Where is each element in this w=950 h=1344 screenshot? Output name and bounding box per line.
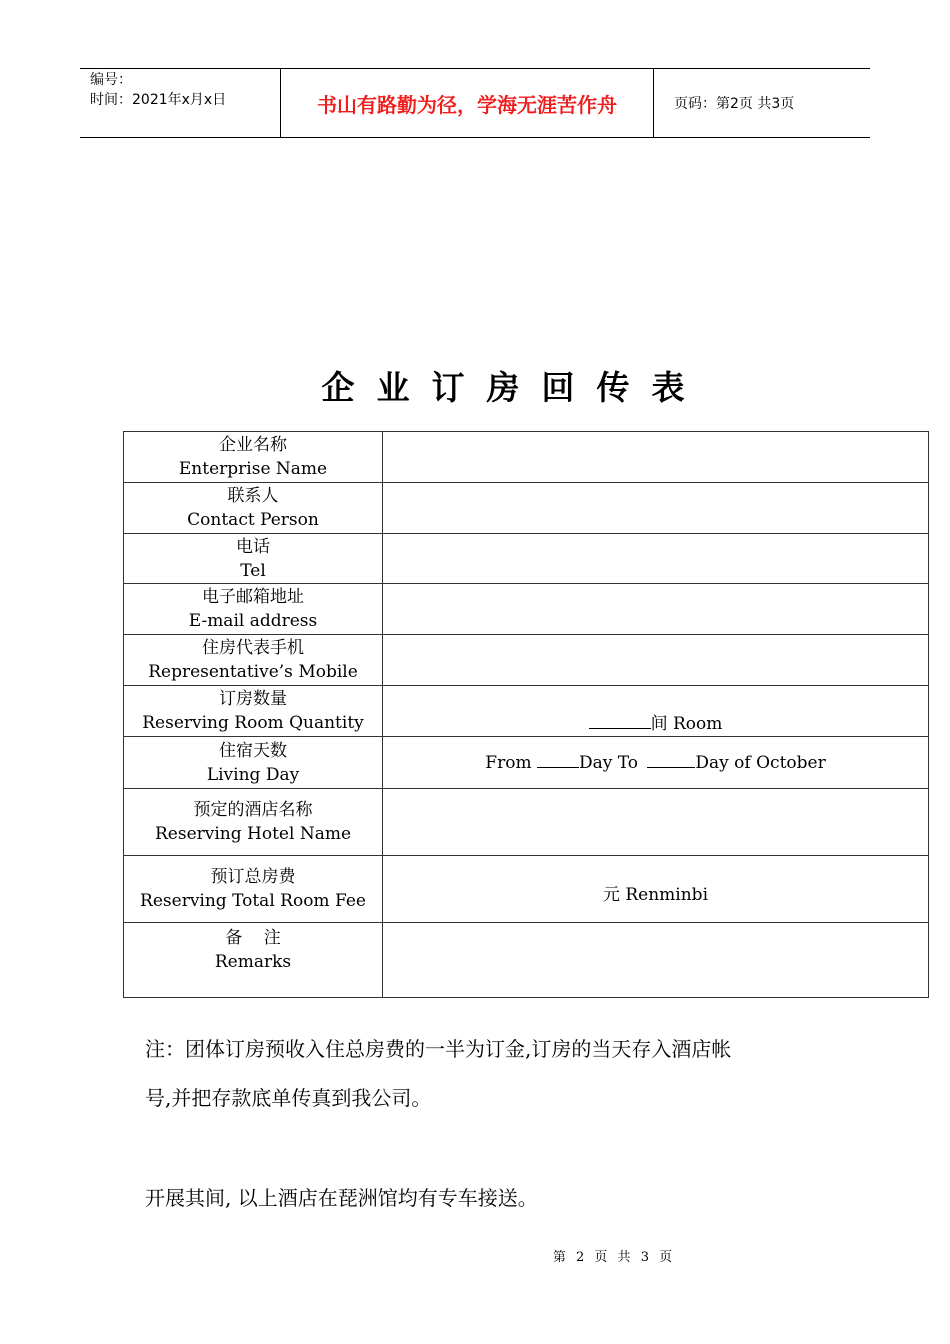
fee-currency: 元 Renminbi bbox=[602, 885, 709, 905]
page-footer bbox=[0, 1246, 950, 1265]
header-page-info bbox=[664, 69, 870, 137]
label-zh: 预定的酒店名称 bbox=[193, 800, 313, 820]
field-contact-person[interactable] bbox=[383, 483, 929, 534]
label-en: Reserving Hotel Name bbox=[154, 824, 352, 844]
note-line-3: 开展其间, 以上酒店在琵洲馆均有专车接送。 bbox=[145, 1186, 538, 1210]
field-email[interactable] bbox=[383, 584, 929, 635]
label-enterprise-name bbox=[124, 432, 383, 483]
note-line-1: 注：团体订房预收入住总房费的一半为订金,订房的当天存入酒店帐 bbox=[145, 1037, 732, 1061]
label-tel bbox=[124, 534, 383, 584]
page-header bbox=[80, 68, 870, 138]
from-day-blank[interactable] bbox=[537, 753, 579, 768]
label-contact-person bbox=[124, 483, 383, 534]
row-email bbox=[124, 584, 929, 635]
label-zh: 电子邮箱地址 bbox=[202, 587, 304, 607]
field-tel[interactable] bbox=[383, 534, 929, 584]
label-en: Tel bbox=[240, 560, 266, 581]
label-zh: 预订总房费 bbox=[210, 867, 296, 887]
field-remarks[interactable] bbox=[383, 923, 929, 998]
label-en: Representative’s Mobile bbox=[148, 662, 358, 682]
row-enterprise-name bbox=[124, 432, 929, 483]
label-zh: 住房代表手机 bbox=[202, 638, 304, 658]
label-en: E-mail address bbox=[188, 611, 318, 631]
field-total-fee[interactable] bbox=[383, 856, 929, 923]
row-tel bbox=[124, 534, 929, 584]
label-email bbox=[124, 584, 383, 635]
label-en: Reserving Total Room Fee bbox=[140, 891, 366, 911]
label-en: Contact Person bbox=[187, 510, 319, 530]
label-en: Enterprise Name bbox=[178, 459, 328, 479]
label-en: Reserving Room Quantity bbox=[142, 713, 364, 733]
label-zh: 备 注 bbox=[225, 928, 281, 948]
row-room-quantity bbox=[124, 686, 929, 737]
field-living-day[interactable] bbox=[383, 737, 929, 789]
day-to-label: Day To bbox=[578, 752, 638, 773]
form-title: 企业订房回传表 bbox=[321, 368, 707, 407]
header-motto: 书山有路勤为径，学海无涯苦作舟 bbox=[281, 69, 654, 137]
row-hotel-name bbox=[124, 789, 929, 856]
label-mobile bbox=[124, 635, 383, 686]
field-enterprise-name[interactable] bbox=[383, 432, 929, 483]
field-room-quantity[interactable] bbox=[383, 686, 929, 737]
from-label: From bbox=[485, 752, 532, 773]
time-label: 时间：2021年x月x日 bbox=[90, 92, 227, 108]
field-mobile[interactable] bbox=[383, 635, 929, 686]
note-line-2: 号,并把存款底单传真到我公司。 bbox=[145, 1086, 432, 1110]
header-meta bbox=[80, 69, 281, 137]
row-total-fee bbox=[124, 856, 929, 923]
room-unit: 间 Room bbox=[650, 714, 723, 734]
to-day-blank[interactable] bbox=[647, 753, 695, 768]
label-zh: 电话 bbox=[236, 536, 270, 557]
label-total-fee bbox=[124, 856, 383, 923]
room-quantity-blank[interactable] bbox=[589, 714, 651, 729]
label-hotel-name bbox=[124, 789, 383, 856]
footer-text: 第 2 页 共 3 页 bbox=[552, 1250, 676, 1265]
label-living-day bbox=[124, 737, 383, 789]
page-info-text: 页码：第2页 共3页 bbox=[674, 96, 795, 112]
label-en: Remarks bbox=[214, 952, 292, 972]
label-zh: 订房数量 bbox=[219, 689, 287, 709]
label-en: Living Day bbox=[206, 764, 300, 785]
label-zh: 联系人 bbox=[227, 486, 279, 506]
row-remarks bbox=[124, 923, 929, 998]
row-mobile bbox=[124, 635, 929, 686]
row-living-day bbox=[124, 737, 929, 789]
label-remarks bbox=[124, 923, 383, 998]
reservation-form bbox=[123, 431, 929, 998]
label-zh: 住宿天数 bbox=[219, 740, 287, 761]
row-contact-person bbox=[124, 483, 929, 534]
label-zh: 企业名称 bbox=[219, 435, 287, 455]
day-of-label: Day of October bbox=[695, 752, 826, 773]
field-hotel-name[interactable] bbox=[383, 789, 929, 856]
label-room-quantity bbox=[124, 686, 383, 737]
number-label: 编号： bbox=[90, 72, 132, 88]
